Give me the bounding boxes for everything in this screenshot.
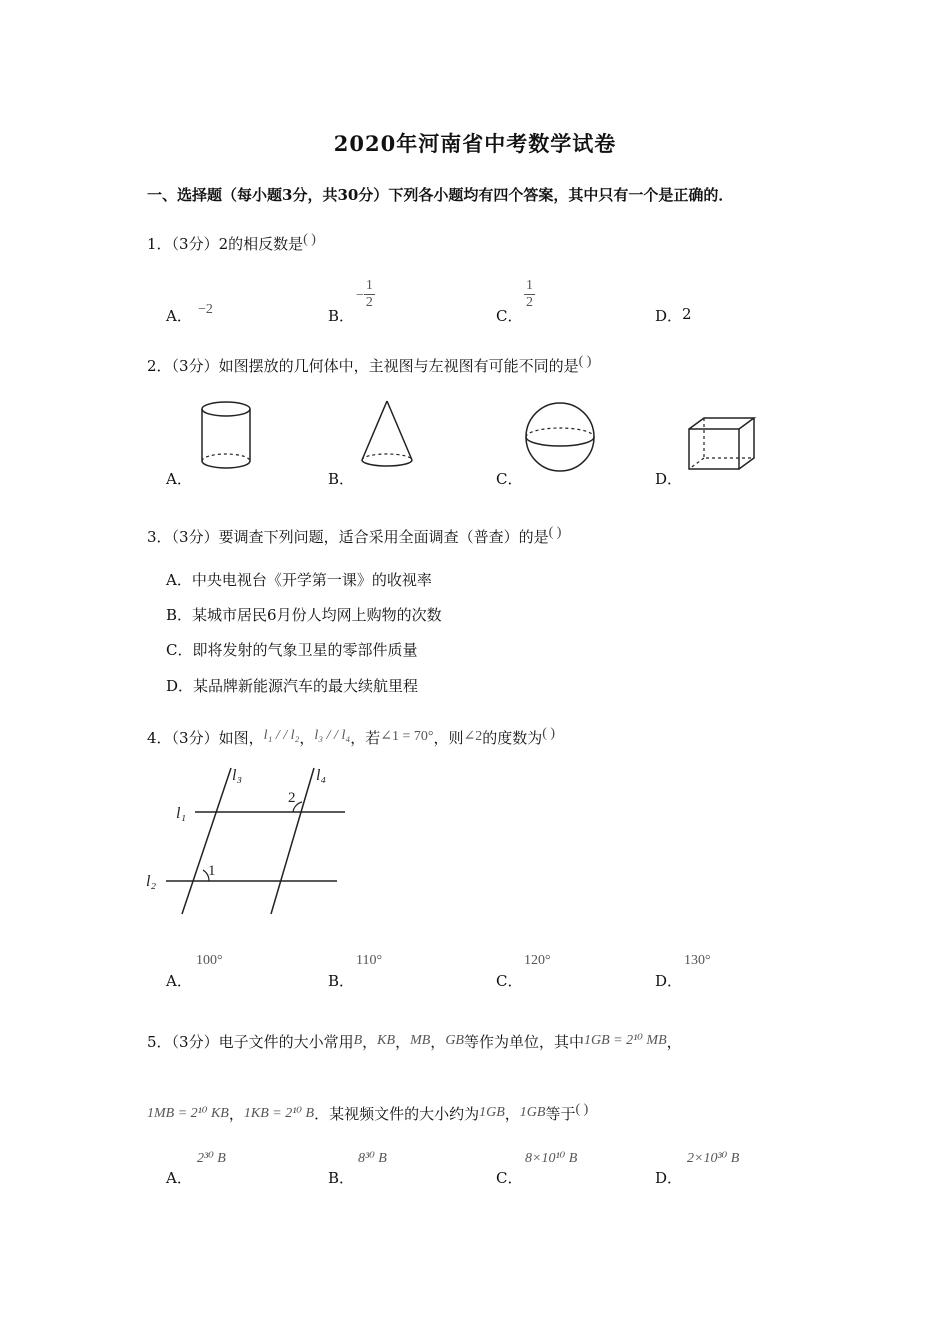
option-label: B． bbox=[166, 606, 193, 624]
option-d-label: D． bbox=[655, 470, 683, 488]
answer-blank: ( ) bbox=[578, 354, 592, 369]
question-stem: （3分）2的相反数是 bbox=[171, 235, 304, 253]
label-l1: l₁ bbox=[176, 805, 187, 822]
question-number: 3． bbox=[147, 528, 172, 546]
value-1gb: 1GB bbox=[519, 1105, 546, 1120]
cylinder-icon bbox=[195, 398, 257, 474]
question-stem: （3分）如图， bbox=[171, 729, 264, 747]
value-1gb: 1GB bbox=[479, 1105, 505, 1120]
equation-kb-b: 1KB = 2¹⁰ B bbox=[243, 1106, 315, 1121]
option-a bbox=[166, 569, 432, 590]
option-a-label: A． bbox=[166, 470, 192, 488]
question-stem: （3分）如图摆放的几何体中，主视图与左视图有可能不同的是 bbox=[171, 357, 579, 375]
page-title: 2020年河南省中考数学试卷 bbox=[333, 131, 617, 156]
option-c-value: 8×10¹⁰ B bbox=[525, 1151, 578, 1166]
question-stem: ．某视频文件的大小约为 bbox=[314, 1105, 480, 1123]
question-stem: （3分）要调查下列问题，适合采用全面调查（普查）的是 bbox=[171, 528, 549, 546]
separator: ， bbox=[666, 1033, 682, 1051]
answer-blank: ( ) bbox=[548, 525, 562, 540]
option-c-label: C． bbox=[496, 470, 523, 488]
option-label: A． bbox=[166, 571, 192, 589]
question-1 bbox=[147, 233, 316, 254]
option-b-label: B． bbox=[328, 972, 355, 990]
option-a-label: A． bbox=[166, 972, 192, 990]
minus-sign: − bbox=[356, 288, 364, 303]
option-d-label: D． bbox=[655, 1169, 683, 1187]
parallel-lines-figure bbox=[140, 760, 360, 920]
option-c bbox=[166, 639, 418, 660]
question-stem: （3分）电子文件的大小常用 bbox=[171, 1033, 354, 1051]
option-d-label: D． bbox=[655, 307, 683, 325]
line-l3 bbox=[182, 768, 231, 914]
fraction bbox=[364, 278, 375, 311]
option-c-value: 120° bbox=[524, 953, 551, 968]
separator: ， bbox=[228, 1105, 244, 1123]
question-3 bbox=[147, 526, 561, 547]
separator: ， bbox=[299, 729, 315, 747]
option-c-value bbox=[524, 278, 535, 311]
label-l3: l₃ bbox=[232, 767, 243, 784]
option-b-value: 8³⁰ B bbox=[358, 1151, 387, 1166]
option-d bbox=[166, 675, 418, 696]
question-4 bbox=[147, 727, 555, 748]
option-d-label: D． bbox=[655, 972, 683, 990]
option-d-value: 2×10³⁰ B bbox=[687, 1151, 740, 1166]
question-stem: 的度数为 bbox=[482, 729, 543, 747]
option-c-label: C． bbox=[496, 307, 523, 325]
answer-blank: ( ) bbox=[542, 726, 556, 741]
option-label: D． bbox=[166, 677, 194, 695]
question-stem: ，若 bbox=[350, 729, 381, 747]
label-l4: l₄ bbox=[316, 767, 327, 784]
option-b-value: 110° bbox=[356, 953, 383, 968]
condition-parallel-1: l₁ / / l₂ bbox=[263, 728, 300, 743]
unit-gb: GB bbox=[445, 1033, 464, 1048]
question-5-line-1 bbox=[147, 1031, 682, 1052]
equation-gb-mb: 1GB = 2¹⁰ MB bbox=[584, 1033, 667, 1048]
separator: ， bbox=[362, 1033, 378, 1051]
sphere-icon bbox=[520, 400, 600, 476]
separator: ， bbox=[504, 1105, 520, 1123]
cuboid-icon bbox=[686, 414, 758, 474]
question-stem: 等于 bbox=[545, 1105, 576, 1123]
option-a-label: A． bbox=[166, 307, 192, 325]
question-stem: ，则 bbox=[433, 729, 464, 747]
option-a-value: 2³⁰ B bbox=[197, 1151, 226, 1166]
question-number: 4． bbox=[147, 729, 172, 747]
question-2 bbox=[147, 355, 591, 376]
option-a-value: 100° bbox=[196, 953, 223, 968]
denominator: 2 bbox=[526, 295, 533, 310]
label-angle-2: 2 bbox=[288, 790, 296, 806]
fraction bbox=[524, 278, 535, 311]
option-a-value: −2 bbox=[198, 302, 213, 317]
option-b-label: B． bbox=[328, 1169, 355, 1187]
option-text: 某城市居民6月份人均网上购物的次数 bbox=[192, 606, 442, 624]
angle-2: ∠2 bbox=[463, 729, 483, 744]
unit-kb: KB bbox=[377, 1033, 396, 1048]
option-a-label: A． bbox=[166, 1169, 192, 1187]
answer-blank: ( ) bbox=[303, 232, 316, 247]
equation-mb-kb: 1MB = 2¹⁰ KB bbox=[147, 1106, 229, 1121]
unit-mb: MB bbox=[410, 1033, 431, 1048]
question-number: 2． bbox=[147, 357, 172, 375]
denominator: 2 bbox=[365, 295, 373, 310]
option-b-label: B． bbox=[328, 470, 355, 488]
separator: ， bbox=[395, 1033, 411, 1051]
option-b bbox=[166, 604, 442, 625]
option-c-label: C． bbox=[496, 972, 523, 990]
numerator: 1 bbox=[526, 278, 533, 293]
option-c-label: C． bbox=[496, 1169, 523, 1187]
question-number: 5． bbox=[147, 1033, 172, 1051]
section-heading: 一、选择题（每小题3分，共30分）下列各小题均有四个答案，其中只有一个是正确的． bbox=[147, 186, 734, 204]
option-text: 即将发射的气象卫星的零部件质量 bbox=[192, 641, 418, 659]
label-l2: l₂ bbox=[146, 873, 157, 890]
option-text: 某品牌新能源汽车的最大续航里程 bbox=[193, 677, 419, 695]
question-number: 1． bbox=[147, 235, 172, 253]
question-stem: 等作为单位，其中 bbox=[463, 1033, 584, 1051]
separator: ， bbox=[430, 1033, 446, 1051]
condition-angle-1: ∠1 = 70° bbox=[380, 729, 434, 744]
option-d-value: 2 bbox=[682, 305, 692, 323]
cone-icon bbox=[356, 398, 418, 474]
unit-b: B bbox=[353, 1033, 363, 1048]
option-b-value bbox=[356, 278, 375, 311]
numerator: 1 bbox=[365, 278, 373, 293]
question-5-line-2 bbox=[147, 1103, 588, 1124]
answer-blank: ( ) bbox=[575, 1102, 589, 1117]
label-angle-1: 1 bbox=[208, 863, 216, 879]
option-label: C． bbox=[166, 641, 193, 659]
option-text: 中央电视台《开学第一课》的收视率 bbox=[191, 571, 432, 589]
option-b-label: B． bbox=[328, 307, 355, 325]
option-d-value: 130° bbox=[684, 953, 711, 968]
condition-parallel-2: l₃ / / l₄ bbox=[314, 728, 351, 743]
